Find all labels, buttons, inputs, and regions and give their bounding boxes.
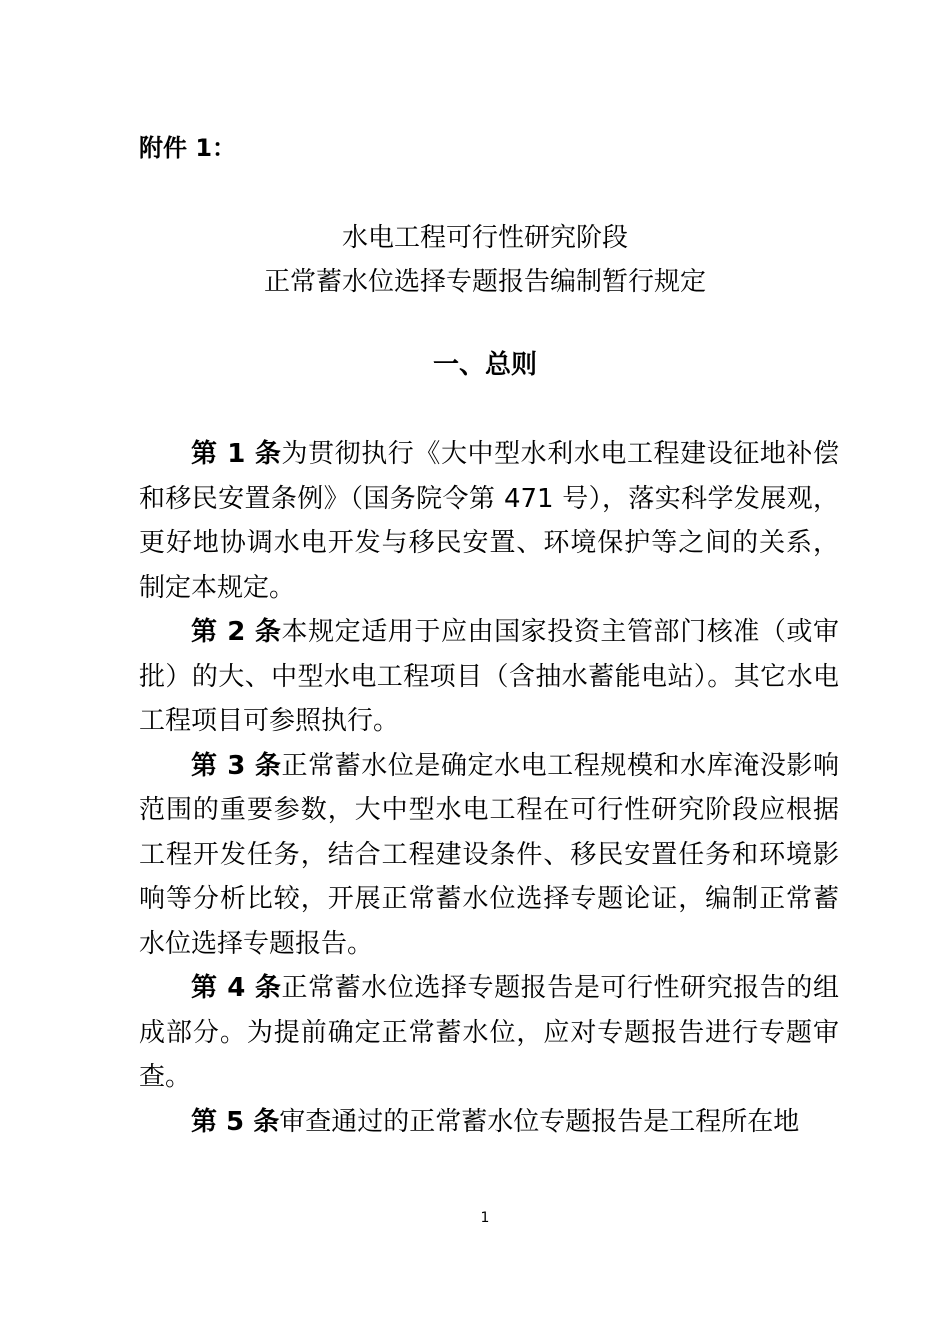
article-number: 第 5 条 bbox=[191, 1106, 280, 1137]
article-number: 第 3 条 bbox=[191, 750, 282, 781]
article-text: 正常蓄水位选择专题报告是可行性研究报告的组成部分。为提前确定正常蓄水位，应对专题报告进行专题审查。 bbox=[139, 973, 839, 1092]
article-text: 本规定适用于应由国家投资主管部门核准（或审批）的大、中型水电工程项目（含抽水蓄能电站）。其它水电工程项目可参照执行。 bbox=[139, 617, 839, 736]
article-4 bbox=[139, 966, 839, 1100]
article-2 bbox=[139, 610, 839, 744]
article-number: 第 2 条 bbox=[191, 617, 282, 647]
article-list bbox=[139, 432, 839, 1144]
article-number: 第 4 条 bbox=[191, 973, 282, 1003]
article-text: 审查通过的正常蓄水位专题报告是工程所在地 bbox=[279, 1106, 800, 1137]
page-number: 1 bbox=[480, 1210, 490, 1226]
article-3 bbox=[139, 744, 839, 967]
document-title-line-1: 水电工程可行性研究阶段 bbox=[341, 223, 628, 253]
section-heading: 一、总则 bbox=[432, 350, 537, 380]
article-5 bbox=[139, 1100, 839, 1145]
article-text: 正常蓄水位是确定水电工程规模和水库淹没影响范围的重要参数，大中型水电工程在可行性研究阶段应根据工程开发任务，结合工程建设条件、移民安置任务和环境影响等分析比较，开展正常蓄水位选择专题论证，编制正常蓄水位选择专题报告。 bbox=[139, 750, 839, 959]
article-1 bbox=[139, 432, 839, 610]
article-number: 第 1 条 bbox=[191, 439, 282, 469]
document-title-line-2: 正常蓄水位选择专题报告编制暂行规定 bbox=[263, 267, 706, 297]
article-text: 为贯彻执行《大中型水利水电工程建设征地补偿和移民安置条例》（国务院令第 471 号），落实科学发展观，更好地协调水电开发与移民安置、环境保护等之间的关系，制定本规定。 bbox=[139, 439, 839, 603]
attachment-label: 附件 1： bbox=[139, 134, 237, 162]
